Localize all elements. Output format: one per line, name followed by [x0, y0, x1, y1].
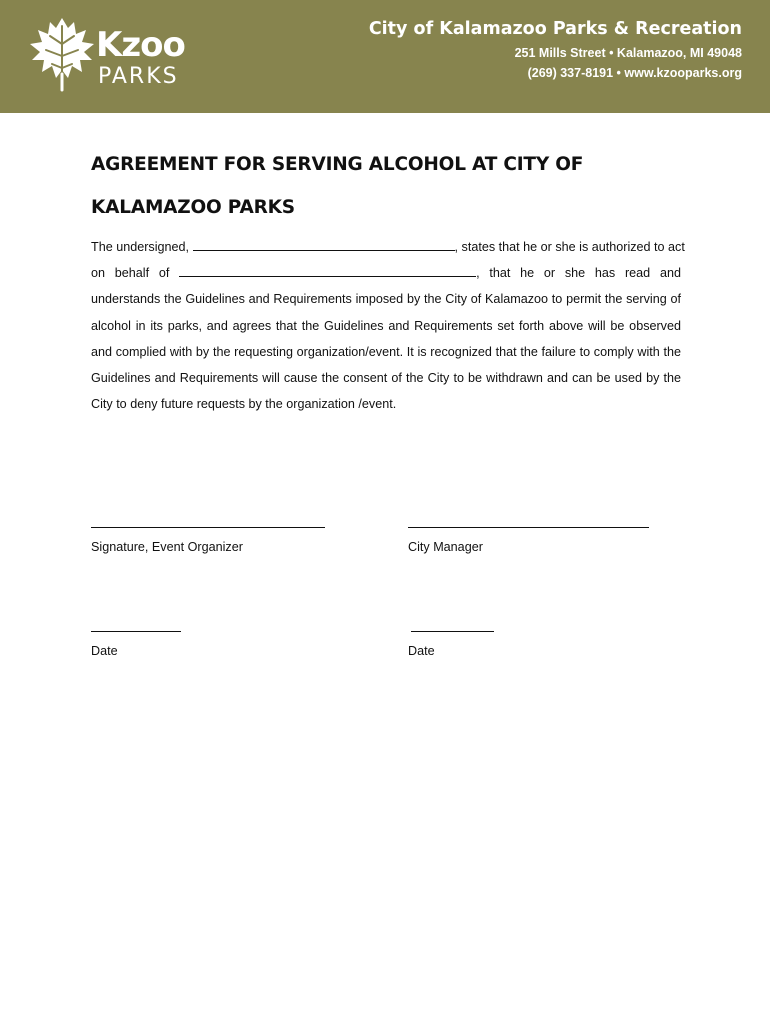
- agreement-text: , states that he or she is authorized to act: [454, 240, 685, 254]
- agreement-word: or: [543, 266, 556, 281]
- organizer-signature-label: Signature, Event Organizer: [91, 540, 243, 554]
- organization-address: 251 Mills Street • Kalamazoo, MI 49048: [514, 46, 742, 60]
- organization-name-blank[interactable]: [179, 265, 476, 277]
- city-manager-signature-line[interactable]: [408, 527, 649, 528]
- agreement-word: read: [624, 266, 651, 281]
- agreement-word: that: [489, 266, 511, 281]
- organizer-date-line[interactable]: [91, 631, 181, 632]
- agreement-line-1: [91, 234, 685, 260]
- kzoo-parks-logo: [22, 14, 202, 94]
- agreement-word: has: [594, 266, 616, 281]
- logo-wordmark-parks: PARKS: [98, 64, 179, 89]
- agreement-line-2: [91, 260, 681, 286]
- agreement-word: on: [91, 266, 106, 281]
- agreement-word: and: [659, 266, 681, 281]
- organizer-signature-line[interactable]: [91, 527, 325, 528]
- organization-contact: (269) 337-8191 • www.kzooparks.org: [527, 66, 742, 80]
- agreement-word: of: [158, 266, 170, 281]
- oak-leaf-icon: [22, 14, 102, 94]
- organization-name: City of Kalamazoo Parks & Recreation: [368, 19, 742, 39]
- title-line-1: AGREEMENT FOR SERVING ALCOHOL AT CITY OF: [91, 154, 584, 175]
- title-line-2: KALAMAZOO PARKS: [91, 197, 295, 218]
- agreement-paragraph: [91, 234, 685, 417]
- city-manager-date-line[interactable]: [411, 631, 494, 632]
- agreement-body-text: understands the Guidelines and Requirements imposed by the City of Kalamazoo to permit the serving of alcohol in its parks, and agrees that the Guidelines and Requirements set forth above will be observed and complied with by the requesting organization/event. It is recognized that the failure to comply with the Guidelines and Requirements will cause the consent of the City to be withdrawn and can be used by the City to deny future requests by the organization /event.: [91, 292, 681, 412]
- agreement-text: The undersigned,: [91, 240, 193, 254]
- agreement-word: she: [564, 266, 586, 281]
- agreement-word: behalf: [114, 266, 150, 281]
- logo-wordmark-kzoo: Kzoo: [96, 25, 185, 65]
- agreement-word: ,: [476, 266, 480, 281]
- document-title: [91, 143, 691, 229]
- letterhead-band: [0, 0, 770, 113]
- agreement-word: he: [520, 266, 535, 281]
- organizer-date-label: Date: [91, 644, 118, 658]
- city-manager-signature-label: City Manager: [408, 540, 483, 554]
- city-manager-date-label: Date: [408, 644, 435, 658]
- undersigned-name-blank[interactable]: [193, 239, 455, 251]
- organization-block: [369, 18, 742, 83]
